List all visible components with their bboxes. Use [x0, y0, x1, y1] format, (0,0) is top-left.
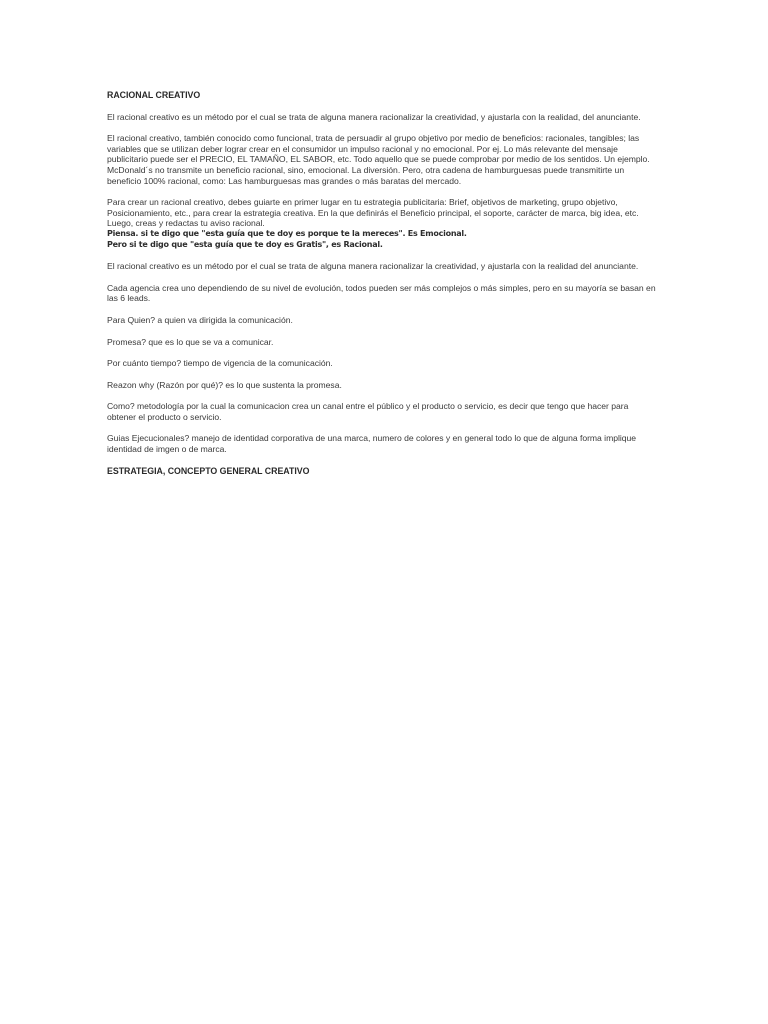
paragraph-agencies: Cada agencia crea uno dependiendo de su nivel de evolución, todos pueden ser más complejos o más simples, pero en su mayoría se basan en las 6 leads.	[107, 282, 656, 304]
example-rational: Pero si te digo que "esta guía que te doy es Gratis", es Racional.	[107, 239, 383, 249]
document-title: RACIONAL CREATIVO	[107, 90, 201, 100]
paragraph-definition-repeat: El racional creativo es un método por el cual se trata de alguna manera racionalizar la creatividad, y ajustarla con la realidad del anunciante.	[107, 261, 639, 272]
lead-tiempo: Por cuánto tiempo? tiempo de vigencia de la comunicación.	[107, 358, 333, 369]
lead-guias-ejecucionales: Guias Ejecucionales? manejo de identidad corporativa de una marca, numero de colores y en general todo lo que de alguna forma implique identidad de imgen o de marca.	[107, 433, 637, 455]
example-emotional: Piensa. si te digo que "esta guía que te doy es porque te la mereces". Es Emocional.	[107, 228, 467, 238]
document-body	[107, 90, 657, 487]
section-heading-estrategia: ESTRATEGIA, CONCEPTO GENERAL CREATIVO	[107, 465, 310, 476]
paragraph-group-create	[107, 197, 657, 250]
paragraph-write-ad: Luego, creas y redactas tu aviso racional.	[107, 218, 265, 229]
lead-promesa: Promesa? que es lo que se va a comunicar.	[107, 336, 274, 347]
lead-como: Como? metodología por la cual la comunicacion crea un canal entre el público y el producto o servicio, es decir que tengo que hacer para obtener el producto o servicio.	[107, 401, 629, 422]
lead-para-quien: Para Quien? a quien va dirigida la comunicación.	[107, 314, 293, 325]
paragraph-create: Para crear un racional creativo, debes guiarte en primer lugar en tu estrategia publicitaria: Brief, objetivos de marketing, grupo objetivo, Posicionamiento, etc., para crear la estrategia creativa. En la que definirás el Beneficio principal, el soporte, carácter de marca, big idea, etc.	[107, 197, 639, 218]
lead-reason-why: Reazon why (Razón por qué)? es lo que sustenta la promesa.	[107, 379, 342, 390]
paragraph-functional: El racional creativo, también conocido como funcional, trata de persuadir al grupo objetivo por medio de beneficios: racionales, tangibles; las variables que se utilizan deber lograr crear en el consumidor un impulso racional y no emocional. Por ej. Lo más relevante del mensaje publicitario puede ser el PRECIO, EL TAMAÑO, EL SABOR, etc. Todo aquello que se puede comprobar por medio de los sentidos. Un ejemplo. McDonald´s no transmite un beneficio racional, sino, emocional. La diversión. Pero, otra cadena de hamburguesas puede transmitirte un beneficio 100% racional, como: Las hamburguesas mas grandes o más baratas del mercado.	[107, 133, 650, 186]
paragraph-definition: El racional creativo es un método por el cual se trata de alguna manera racionalizar la creatividad, y ajustarla con la realidad, del anunciante.	[107, 111, 641, 122]
